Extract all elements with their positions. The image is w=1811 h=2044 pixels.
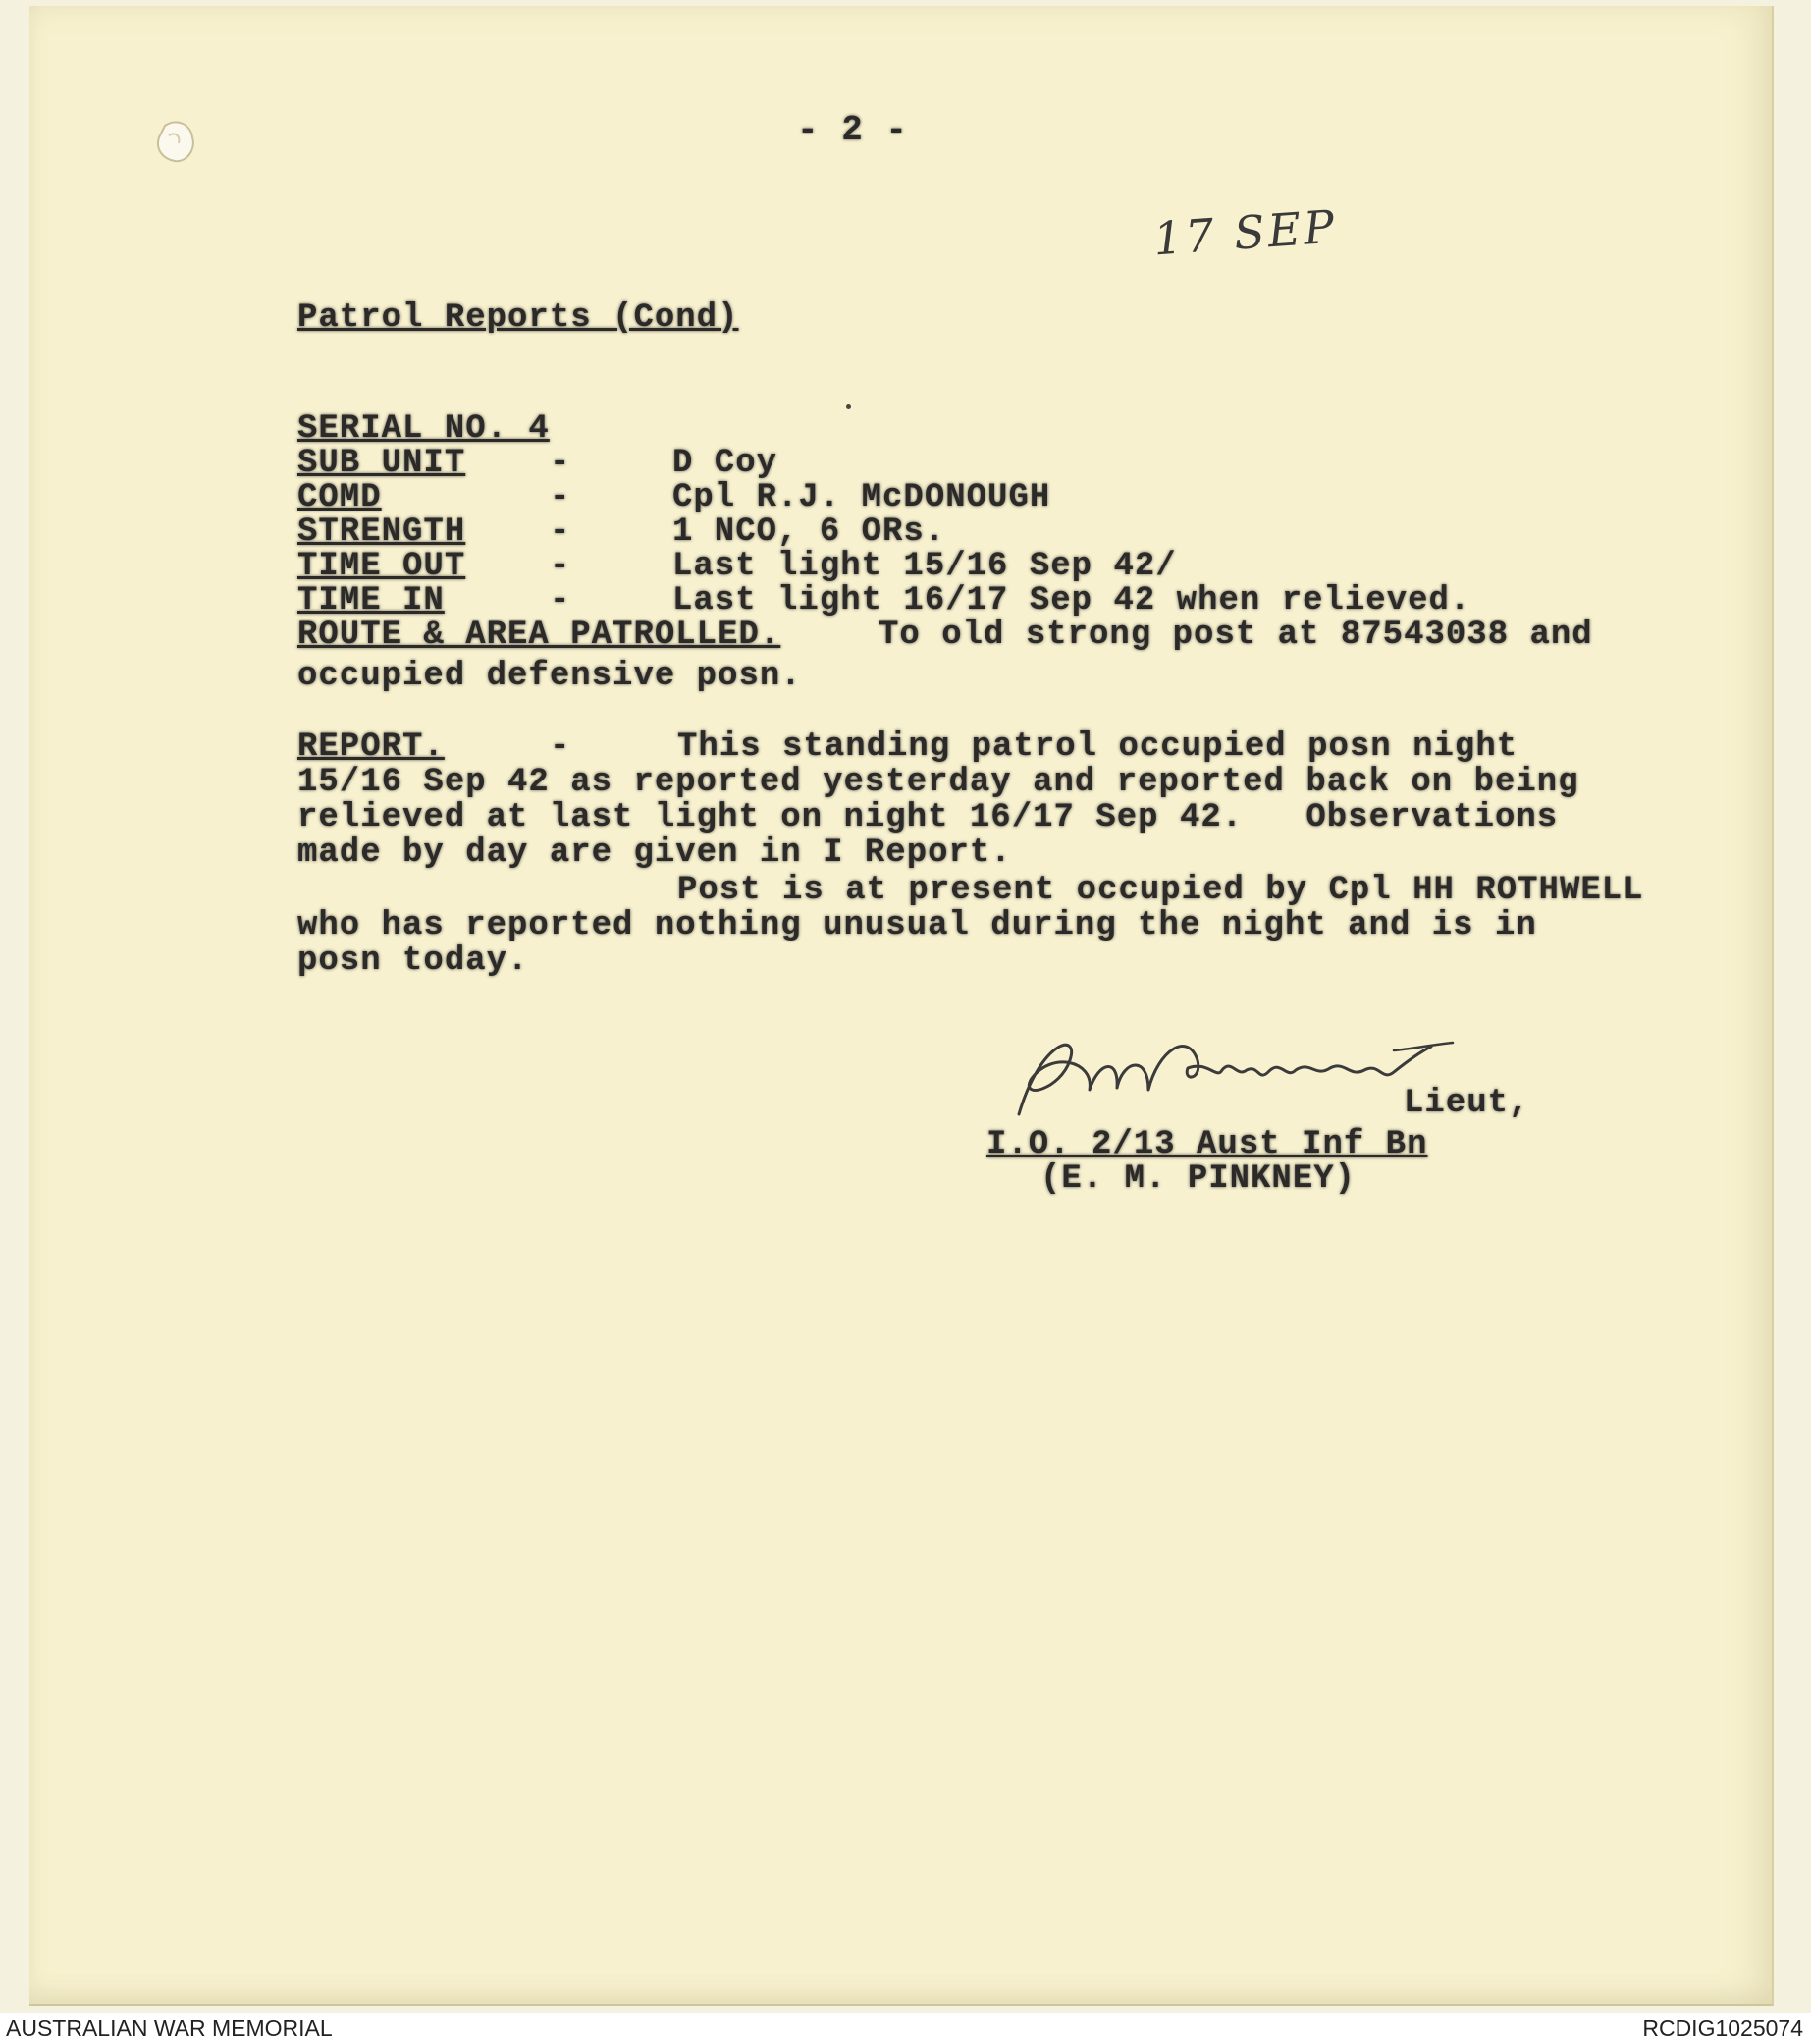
handwritten-date: 17 SEP: [1151, 199, 1339, 266]
field-dash: -: [550, 479, 571, 516]
field-label-strength: STRENGTH: [297, 513, 466, 551]
report-dash: -: [550, 728, 571, 766]
report-line: relieved at last light on night 16/17 Sep 42. Observations: [297, 799, 1559, 836]
serial-number: SERIAL NO. 4: [297, 410, 550, 448]
page-number: - 2 -: [797, 110, 909, 150]
signatory-rank: Lieut,: [1404, 1085, 1530, 1122]
field-dash: -: [550, 445, 571, 482]
report-line: made by day are given in I Report.: [297, 834, 1012, 872]
field-value-sub-unit: D Coy: [672, 445, 778, 482]
field-value-time-out: Last light 15/16 Sep 42/: [672, 548, 1177, 585]
route-text: To old strong post at 87543038 and: [879, 617, 1593, 654]
field-label-comd: COMD: [297, 479, 382, 516]
field-label-sub-unit: SUB UNIT: [297, 445, 466, 482]
report-heading: Patrol Reports (Cond): [297, 299, 739, 337]
report-line: who has reported nothing unusual during the night and is in: [297, 907, 1537, 944]
report-line: 15/16 Sep 42 as reported yesterday and reported back on being: [297, 764, 1579, 801]
field-dash: -: [550, 513, 571, 551]
field-value-comd: Cpl R.J. McDONOUGH: [672, 479, 1051, 516]
route-label: ROUTE & AREA PATROLLED.: [297, 617, 781, 654]
field-value-time-in: Last light 16/17 Sep 42 when relieved.: [672, 582, 1471, 619]
footer-item-id: RCDIG1025074: [1642, 2016, 1803, 2041]
signatory-title: I.O. 2/13 Aust Inf Bn: [986, 1126, 1428, 1163]
signatory-name: (E. M. PINKNEY): [1040, 1160, 1357, 1198]
field-dash: -: [550, 548, 571, 585]
report-line: posn today.: [297, 942, 529, 980]
ink-speck: [846, 404, 851, 409]
field-label-time-out: TIME OUT: [297, 548, 466, 585]
footer-source: AUSTRALIAN WAR MEMORIAL: [6, 2016, 333, 2041]
field-label-time-in: TIME IN: [297, 582, 445, 619]
document-page: [29, 6, 1774, 2006]
report-line: This standing patrol occupied posn night: [677, 728, 1518, 766]
field-value-strength: 1 NCO, 6 ORs.: [672, 513, 946, 551]
field-dash: -: [550, 582, 571, 619]
report-label: REPORT.: [297, 728, 445, 766]
report-line: Post is at present occupied by Cpl HH ROTHWELL: [677, 872, 1644, 909]
route-text-continued: occupied defensive posn.: [297, 658, 802, 695]
punch-hole-mark: [147, 114, 206, 173]
